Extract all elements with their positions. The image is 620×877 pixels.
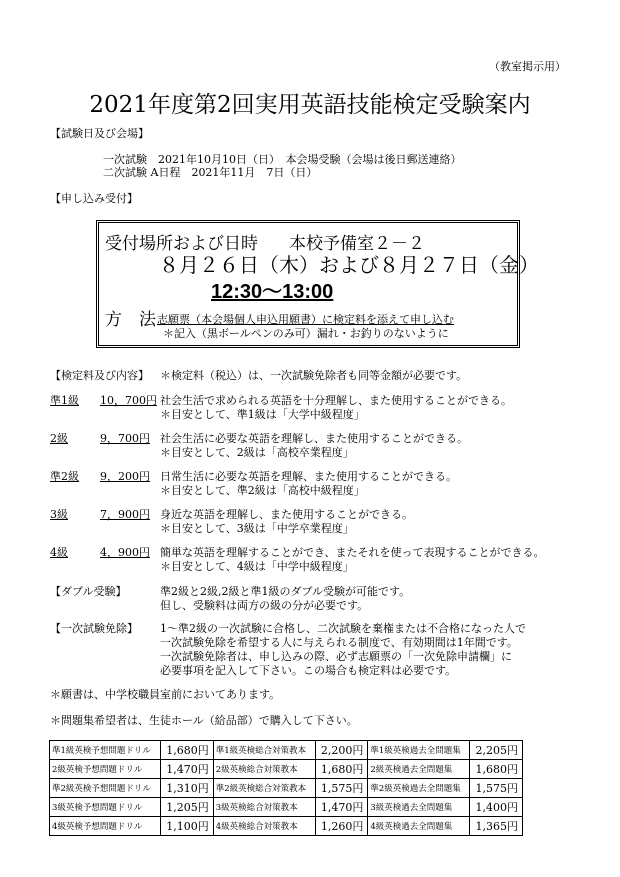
grade-fee: 10，700円 <box>100 394 157 407</box>
book-price: 1,680円 <box>315 760 368 779</box>
application-heading: 【申し込み受付】 <box>50 192 138 205</box>
book-price: 1,205円 <box>160 798 213 817</box>
grade-desc: 日常生活に必要な英語を理解、また使用することができる。 <box>160 470 457 483</box>
book-price: 2,200円 <box>315 741 368 760</box>
method-label: 方 法 <box>105 310 156 330</box>
book-price: 1,470円 <box>160 760 213 779</box>
table-row <box>50 817 523 836</box>
book-price: 1,575円 <box>315 779 368 798</box>
remark-application-form: ＊願書は、中学校職員室前においてあります。 <box>50 688 281 701</box>
grade-label: 4級 <box>50 546 68 559</box>
exemption-line: 一次試験免除を希望する人に与えられる制度で、有効期間は1年間です。 <box>160 636 518 649</box>
table-row <box>50 798 523 817</box>
table-row <box>50 741 523 760</box>
book-name: 4級英検過去全問題集 <box>368 817 470 836</box>
application-dates: ８月２６日（木）および８月２７日（金） <box>159 253 539 277</box>
grade-label: 2級 <box>50 432 68 445</box>
grade-desc: 身近な英語を理解し、また使用することができる。 <box>160 508 413 521</box>
place-label: 受付場所および日時 <box>105 234 258 254</box>
grade-note: ＊目安として、準2級は「高校中級程度」 <box>160 484 365 497</box>
book-price: 1,575円 <box>470 779 523 798</box>
grade-desc: 簡単な英語を理解することができ、またそれを使って表現することができる。 <box>160 546 545 559</box>
remark-workbooks: ＊問題集希望者は、生徒ホール（給品部）で購入して下さい。 <box>50 714 358 727</box>
book-price: 1,365円 <box>470 817 523 836</box>
first-exam-line: 一次試験 2021年10月10日（日） 本会場受験（会場は後日郵送連絡） <box>103 153 462 166</box>
grade-fee: 7，900円 <box>100 508 150 521</box>
book-name: 準2級英検予想問題ドリル <box>50 779 161 798</box>
book-name: 3級英検総合対策教本 <box>213 798 315 817</box>
grade-label: 準2級 <box>50 470 79 483</box>
method-text: 志願票（本会場個人申込用願書）に検定料を添えて申し込む <box>157 313 454 326</box>
grade-note: ＊目安として、準1級は「大学中級程度」 <box>160 408 365 421</box>
page-title: 2021年度第2回実用英語技能検定受験案内 <box>89 92 531 118</box>
book-name: 3級英検過去全問題集 <box>368 798 470 817</box>
fees-heading: 【検定料及び内容】 <box>50 369 149 382</box>
workbook-price-table <box>49 740 523 836</box>
grade-desc: 社会生活で求められる英語を十分理解し、また使用することができる。 <box>160 394 512 407</box>
grade-note: ＊目安として、3級は「中学卒業程度」 <box>160 522 354 535</box>
double-heading: 【ダブル受験】 <box>50 585 127 598</box>
exemption-line: 1～準2級の一次試験に合格し、二次試験を棄権または不合格になった人で <box>160 622 526 635</box>
exemption-heading: 【一次試験免除】 <box>50 622 138 635</box>
book-price: 1,680円 <box>160 741 213 760</box>
book-name: 2級英検予想問題ドリル <box>50 760 161 779</box>
book-name: 準1級英検総合対策教本 <box>213 741 315 760</box>
book-price: 1,260円 <box>315 817 368 836</box>
book-name: 4級英検総合対策教本 <box>213 817 315 836</box>
book-name: 準2級英検過去全問題集 <box>368 779 470 798</box>
book-name: 4級英検予想問題ドリル <box>50 817 161 836</box>
book-name: 2級英検過去全問題集 <box>368 760 470 779</box>
double-line-1: 準2級と2級,2級と準1級のダブル受験が可能です。 <box>160 585 411 598</box>
book-price: 1,100円 <box>160 817 213 836</box>
grade-fee: 9，200円 <box>100 470 150 483</box>
book-name: 2級英検総合対策教本 <box>213 760 315 779</box>
exemption-line: 一次試験免除者は、申し込みの際、必ず志願票の「一次免除申請欄」に <box>160 650 512 663</box>
table-row <box>50 760 523 779</box>
book-name: 3級英検予想問題ドリル <box>50 798 161 817</box>
grade-fee: 4，900円 <box>100 546 150 559</box>
notice-label: （教室掲示用） <box>489 60 566 73</box>
book-price: 2,205円 <box>470 741 523 760</box>
book-name: 準2級英検総合対策教本 <box>213 779 315 798</box>
book-price: 1,680円 <box>470 760 523 779</box>
grade-note: ＊目安として、2級は「高校卒業程度」 <box>160 446 354 459</box>
grade-desc: 社会生活に必要な英語を理解し、また使用することができる。 <box>160 432 468 445</box>
method-note: ＊記入（黒ボールペンのみ可）漏れ・お釣りのないように <box>163 327 449 340</box>
double-line-2: 但し、受験料は両方の級の分が必要です。 <box>160 599 369 612</box>
book-price: 1,470円 <box>315 798 368 817</box>
book-price: 1,310円 <box>160 779 213 798</box>
book-name: 準1級英検過去全問題集 <box>368 741 470 760</box>
application-box <box>96 220 539 348</box>
grade-label: 準1級 <box>50 394 79 407</box>
book-name: 準1級英検予想問題ドリル <box>50 741 161 760</box>
place-value: 本校予備室２－２ <box>289 234 425 254</box>
schedule-heading: 【試験日及び会場】 <box>50 127 149 140</box>
second-exam-line: 二次試験 A日程 2021年11月 7日（日） <box>103 166 318 179</box>
fees-intro: ＊検定料（税込）は、一次試験免除者も同等金額が必要です。 <box>160 369 468 382</box>
book-price: 1,400円 <box>470 798 523 817</box>
table-row <box>50 779 523 798</box>
application-time: 12:30～13:00 <box>211 281 334 303</box>
exemption-line: 必要事項を記入して下さい。この場合も検定料は必要です。 <box>160 664 457 677</box>
grade-label: 3級 <box>50 508 68 521</box>
grade-fee: 9，700円 <box>100 432 150 445</box>
grade-note: ＊目安として、4級は「中学中級程度」 <box>160 560 354 573</box>
